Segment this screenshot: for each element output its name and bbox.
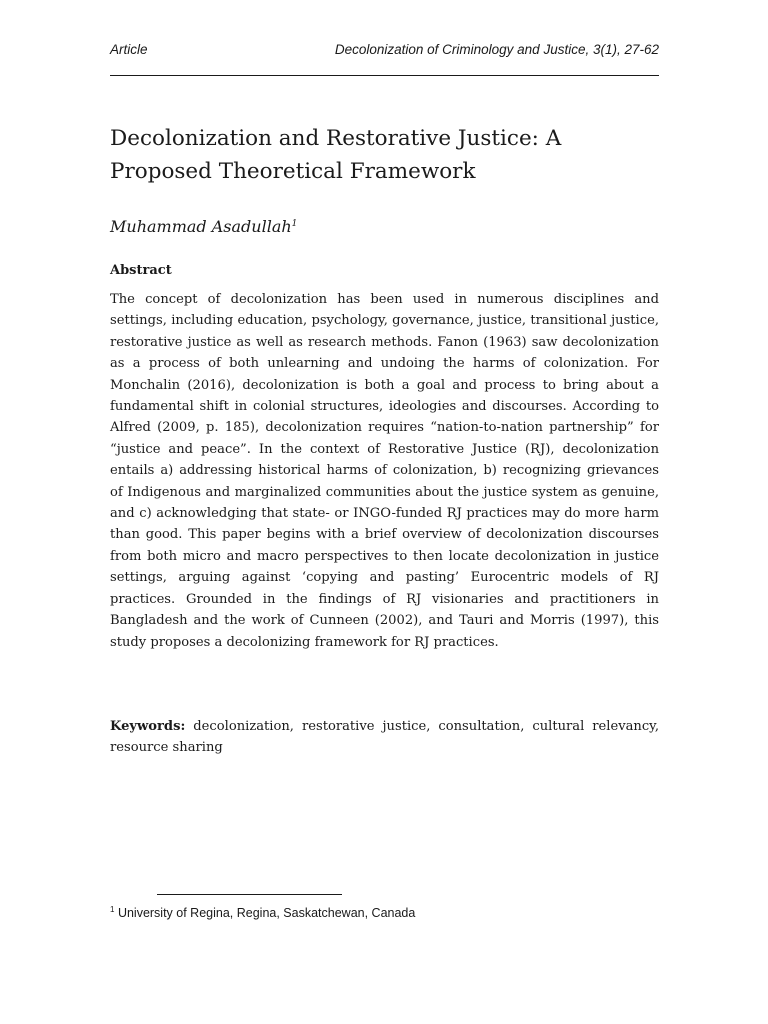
abstract-heading: Abstract <box>110 263 172 278</box>
keywords-text: decolonization, restorative justice, consultation, cultural relevancy, resource sharing <box>110 719 659 756</box>
footnote-mark: 1 <box>110 905 115 914</box>
header-rule <box>110 75 659 76</box>
footnote-text: University of Regina, Regina, Saskatchewan, Canada <box>117 906 416 920</box>
journal-citation: Decolonization of Criminology and Justice, 3(1), 27-62 <box>334 42 659 57</box>
keywords-label: Keywords: <box>110 719 186 734</box>
author-line <box>110 212 297 239</box>
running-header <box>110 42 659 62</box>
footnote-rule <box>157 894 342 895</box>
article-type-label: Article <box>110 42 148 57</box>
author-footnote-mark[interactable]: 1 <box>291 219 298 229</box>
abstract-text: The concept of decolonization has been used in numerous disciplines and settings, including education, psychology, governance, justice, transitional justice, restorative justice as well as research methods. Fanon (1963) saw decolonization as a process of both unlearning and undoing the harms of colonization. For Monchalin (2016), decolonization is both a goal and process to bring about a fundamental shift in colonial structures, ideologies and discourses. According to Alfred (2009, p. 185), decolonization requires “nation-to-nation partnership” for “justice and peace”. In the context of Restorative Justice (RJ), decolonization entails a) addressing historical harms of colonization, b) recognizing grievances of Indigenous and marginalized communities about the justice system as genuine, and c) acknowledging that state- or INGO-funded RJ practices may do more harm than good. This paper begins with a brief overview of decolonization discourses from both micro and macro perspectives to then locate decolonization in justice settings, arguing against ‘copying and pasting’ Eurocentric models of RJ practices. Grounded in the findings of RJ visionaries and practitioners in Bangladesh and the work of Cunneen (2002), and Tauri and Morris (1997), this study proposes a decolonizing framework for RJ practices. <box>110 292 659 650</box>
author-name: Muhammad Asadullah <box>110 217 292 236</box>
paper-title <box>110 122 670 188</box>
title-line-1: Decolonization and Restorative Justice: A <box>110 126 562 151</box>
keywords-paragraph <box>110 716 659 759</box>
footnote <box>110 901 415 922</box>
title-line-2: Proposed Theoretical Framework <box>110 159 476 184</box>
